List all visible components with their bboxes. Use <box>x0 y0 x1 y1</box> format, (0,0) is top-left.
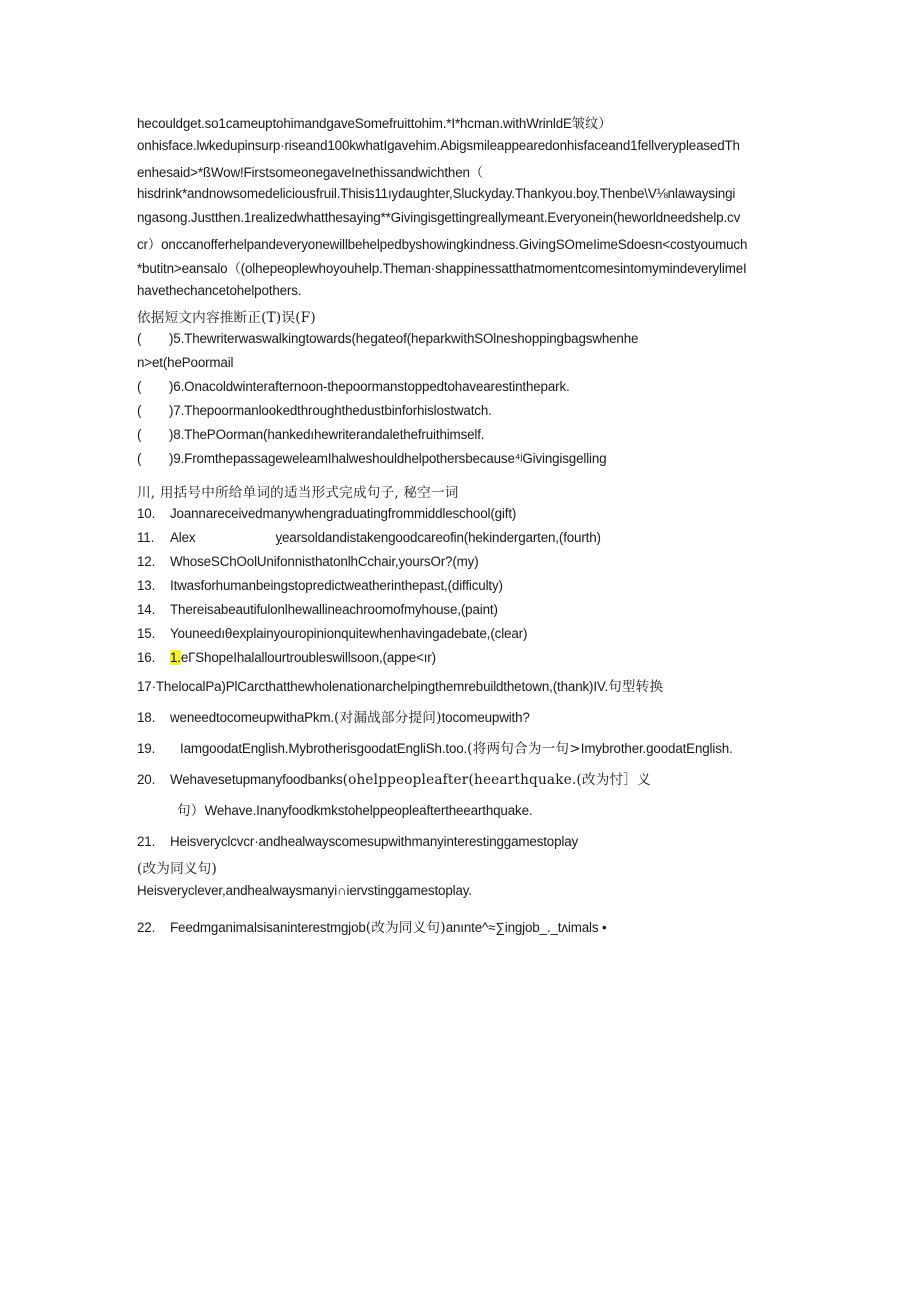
transform-item: 18. weneedtocomeupwithaPkm.(对漏战部分提问)tocomeupwith? <box>137 710 530 726</box>
transform-item-continued: 句）Wehave.Inanyfoodkmkstohelppeopleaftertheearthquake. <box>177 803 533 819</box>
section-heading-true-false: 依据短文内容推断正(T)误(F) <box>137 310 316 326</box>
transform-item: 21. Heisveryclcvcr·andhealwayscomesupwithmanyinterestinggamestoplay <box>137 834 579 849</box>
passage-line: *butitn>eansalo（(olhepeoplewhoyouhelp.Theman·shappinessatthatmomentcomesintomymindeverylimeI <box>137 261 747 276</box>
tf-item: n>et(hePoormail <box>137 355 234 370</box>
passage-line: enhesaid>*ßWow!FirstsomeonegaveInethissandwichthen（ <box>137 165 484 180</box>
tf-item: ( )8.ThePOorman(hankedıhewriterandalethefruithimself. <box>137 427 485 442</box>
passage-line: cr）onccanofferhelpandeveryonewillbehelpedbyshowingkindness.GivingSOmeIimeSdoesn<costyoumuch <box>137 237 748 252</box>
fill-item: 10. Joannareceivedmanywhengraduatingfrommiddleschool(gift) <box>137 506 517 521</box>
transform-item: 19. IamgoodatEnglish.MybrotherisgoodatEngliSh.too.(将两句合为一句>Imybrother.goodatEnglish. <box>137 741 733 757</box>
passage-line: havethechancetohelpothers. <box>137 283 302 298</box>
tf-item: ( )6.Onacoldwinterafternoon-thepoormanstoppedtohavearestinthepark. <box>137 379 570 394</box>
passage-line: hisdrink*andnowsomedeliciousfruil.Thisis11ıydaughter,Sluckyday.Thankyou.boy.Thenbe\V⅛nlawaysingi <box>137 186 736 201</box>
fill-item-17: 17·ThelocalPa)PlCarcthatthewholenationarchelpingthemrebuildthetown,(thank)IV.句型转换 <box>137 679 664 695</box>
tf-item: ( )7.Thepoormanlookedthroughthedustbinforhislostwatch. <box>137 403 492 418</box>
section-heading-fill-blanks: 川, 用括号中所给单词的适当形式完成句子, 秘空一词 <box>137 485 459 501</box>
transform-instruction: (改为同义句) <box>137 861 217 877</box>
transform-item: 22. Feedmganimalsisaninterestmgjob(改为同义句)anınte^≈∑ingjob_._tʌimals • <box>137 920 607 936</box>
fill-item: 11. Alex yearsoldandistakengoodcareofin(hekindergarten,(fourth) <box>137 530 601 545</box>
passage-line: hecouldget.so1cameuptohimandgaveSomefruittohim.*I*hcman.withWrinldE皱纹） <box>137 116 612 131</box>
passage-line: onhisface.lwkedupinsurp·riseand100kwhatIgavehim.Abigsmileappearedonhisfaceand1fellverypleasedTh <box>137 138 740 153</box>
transform-answer-line: Heisveryclever,andhealwaysmanyi∩iervstinggamestoplay. <box>137 883 472 898</box>
tf-item: ( )9.FromthepassageweleamIhalweshouldhelpothersbecause⁴ʲGivingisgelling <box>137 451 607 466</box>
fill-item: 13. Itwasforhumanbeingstopredictweatherinthepast,(difficulty) <box>137 578 503 593</box>
highlight-mark: 1. <box>170 650 181 665</box>
tf-item: ( )5.Thewriterwaswalkingtowards(hegateof(heparkwithSOlneshoppingbagswhenhe <box>137 331 639 346</box>
passage-line: ngasong.Justthen.1realizedwhatthesaying**Givingisgettingreallymeant.Everyonein(heworldneedshelp.cv <box>137 210 741 225</box>
fill-item: 15. Youneedıθexplainyouropinionquitewhenhavingadebate,(clear) <box>137 626 528 641</box>
fill-item: 14. Thereisabeautifulonlhewallineachroomofmyhouse,(paint) <box>137 602 498 617</box>
fill-item: 12. WhoseSChOolUnifonnisthatonlhCchair,yoursOr?(my) <box>137 554 479 569</box>
fill-item: 16. 1.eГShopeIhalallourtroubleswillsoon,(appe<ır) <box>137 650 436 665</box>
transform-item: 20. Wehavesetupmanyfoodbanks(ohelppeopleafter(heearthquake.(改为忖］义 <box>137 772 651 788</box>
